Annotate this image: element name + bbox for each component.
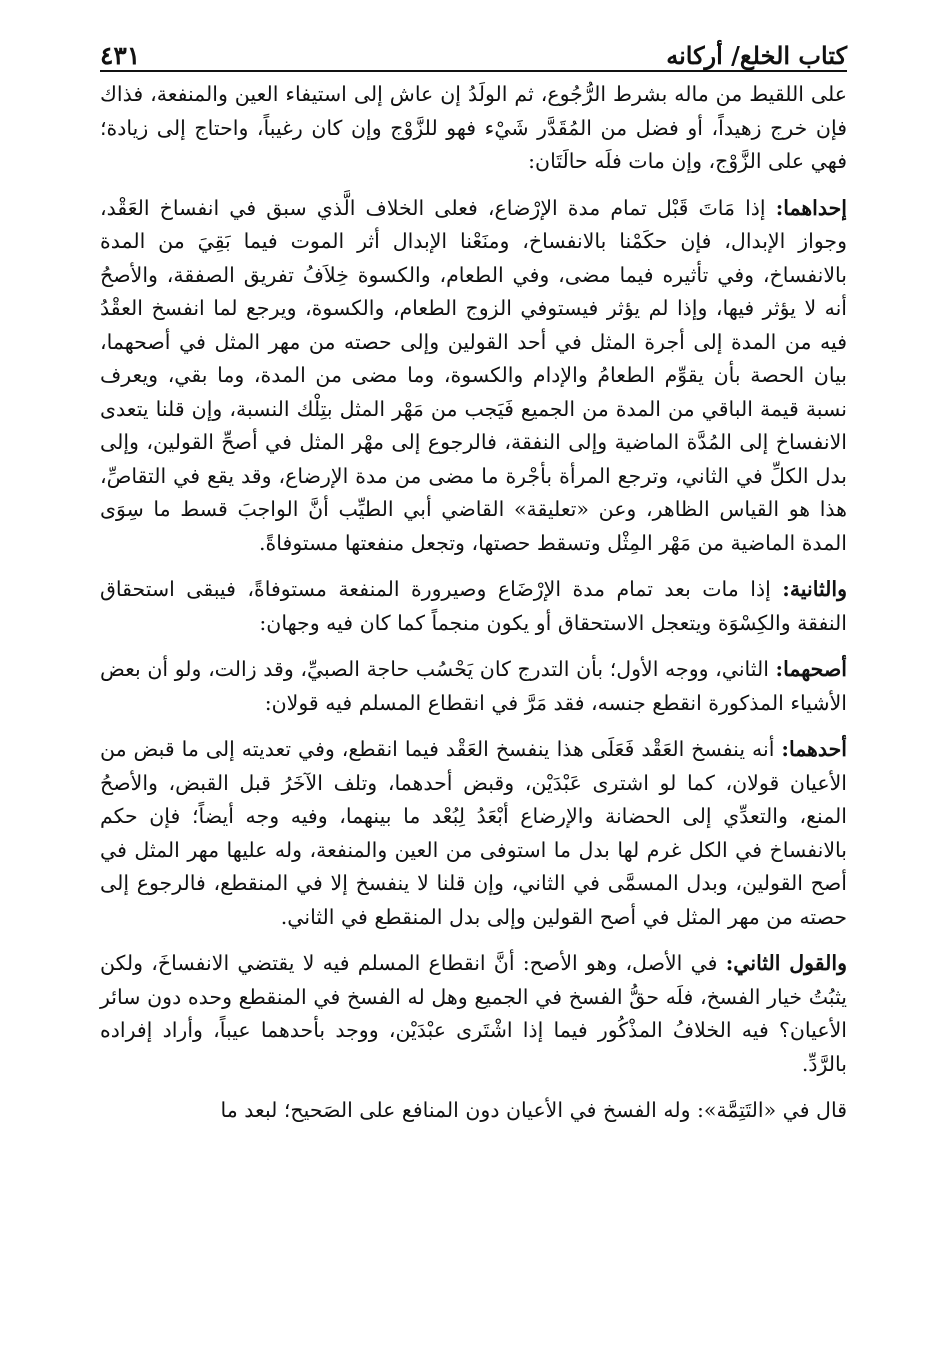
paragraph-text: إذا مات بعد تمام مدة الإرْضَاع وصيرورة المنفعة مستوفاةً، فيبقى استحقاق النفقة والكِسْوَة ويتعجل الاستحقاق أو يكون منجماً كما كان فيه وجهان: (100, 577, 847, 635)
paragraph-text: الثاني، ووجه الأول؛ بأن التدرج كان يَحْسُب حاجة الصبيِّ، وقد زالت، ولو أن بعض الأشياء المذكورة انقطع جنسه، فقد مَرَّ في انقطاع المسلم فيه قولان: (100, 657, 847, 715)
paragraph-text: على اللقيط من ماله بشرط الرُّجُوع، ثم الولَدُ إن عاش إلى استيفاء العين والمنفعة، فذاك فإن خرج زهيداً، أو فضل من المُقَدَّر شَيْء فهو للزَّوْج وإن كان رغيباً، واحتاج إلى زيادة؛ فهي على الزَّوْج، وإن مات فلَه حالَتَان: (100, 82, 847, 173)
page-number: ٤٣١ (100, 41, 141, 70)
paragraph-tatimma (100, 1094, 847, 1128)
paragraph-text: في الأصل، وهو الأصح: أنَّ انقطاع المسلم فيه لا يقتضي الانفساخَ، ولكن يثبُتُ خيار الفسخ، فلَه حقُّ الفسخ في الجميع وهل له الفسخ في المنقطع وحده دون سائر الأعيان؟ فيه الخلافُ المذْكُور فيما إذا اشْتَرى عبْدَيْن، ووجد بأحدهما عيباً، وأراد إفراده بالرَّدِّ. (100, 951, 847, 1076)
paragraph-second-opinion (100, 947, 847, 1081)
header-rule (100, 70, 847, 72)
paragraph-lead: إحداهما: (775, 195, 847, 220)
paragraph-text: قال في «التَتِمَّة»: وله الفسخ في الأعيان دون المنافع على الصَحيح؛ لبعد ما (220, 1098, 847, 1122)
paragraph-first-opinion (100, 733, 847, 934)
page-body (100, 78, 847, 1141)
paragraph-more-correct (100, 653, 847, 720)
paragraph-lead: والقول الثاني: (725, 951, 847, 975)
paragraph-text: إذا مَاتَ قَبْل تمام مدة الإرْضاع، فعلى الخلاف الَّذي سبق في انفساخ العَقْد، وجواز الإبدال، فإن حكَمْنا بالانفساخ، ومنَعْنا الإبدال أثر الموت فيما بَقِيَ من المدة بالانفساخ، وفي تأثيره فيما مضى، وفي الطعام، والكسوة خِلاَفُ تفريق الصفقة، والأصحُ أنه لا يؤثر فيها، وإذا لم يؤثر فيستوفي الزوج الطعام، والكسوة، ويرجع لما انفسخ العقْدُ فيه من المدة إلى أجرة المثل في أحد القولين وإلى حصته من مهر المثل في أصحهما، بيان الحصة بأن يقوِّم الطعامُ والإدام والكسوة، وما مضى من المدة، وما بقي، ويعرف نسبة قيمة الباقي من المدة من الجميع فَيَجب من مَهْر المثل بتِلْك النسبة، وإن قلنا يتعدى الانفساخ إلى المُدَّة الماضية وإلى النفقة، فالرجوع إلى مهْر المثل في أصحِّ القولين، وإلى بدل الكلِّ في الثاني، وترجع المرأة بأجْرة ما مضى من مدة الإرضاع، وقد يقع في التقاصِّ، هذا هو القياس الظاهر، وعن «تعليقة» القاضي أبي الطيِّب أنَّ الواجبَ قسط ما سِوَى المدة الماضية من مَهْر المِثْل وتسقط حصتها، وتجعل منفعتها مستوفاةً. (100, 195, 847, 555)
paragraph-lead: والثانية: (782, 577, 847, 601)
running-title: كتاب الخلع/ أركانه (666, 41, 847, 70)
paragraph-first-case (100, 192, 847, 561)
paragraph-intro (100, 78, 847, 179)
paragraph-lead: أحدهما: (781, 737, 847, 761)
page-header (100, 28, 847, 68)
paragraph-lead: أصحهما: (775, 657, 847, 681)
paragraph-text: أنه ينفسخ العَقْد فَعَلَى هذا ينفسخ العَقْد فيما انقطع، وفي تعديته إلى ما قبض من الأعيان قولان، كما لو اشترى عَبْدَيْن، وقبض أحدهما، وتلف الآخَرُ قبل القبض، والأصحُ المنع، والتعدِّي إلى الحضانة والإرضاع أبْعَدُ لِبُعْد ما بينهما، وفيه وجه أيضاً؛ فإن حكم بالانفساخ في الكل غرم لها بدل ما استوفى من العين والمنفعة، وله عليها مهر المثل في أصح القولين، وبدل المسمَّى في الثاني، وإن قلنا لا ينفسخ إلا في المنقطع، فالرجوع إلى حصته من مهر المثل في أصح القولين وإلى بدل المنقطع في الثاني. (100, 737, 847, 929)
paragraph-second-case (100, 573, 847, 640)
